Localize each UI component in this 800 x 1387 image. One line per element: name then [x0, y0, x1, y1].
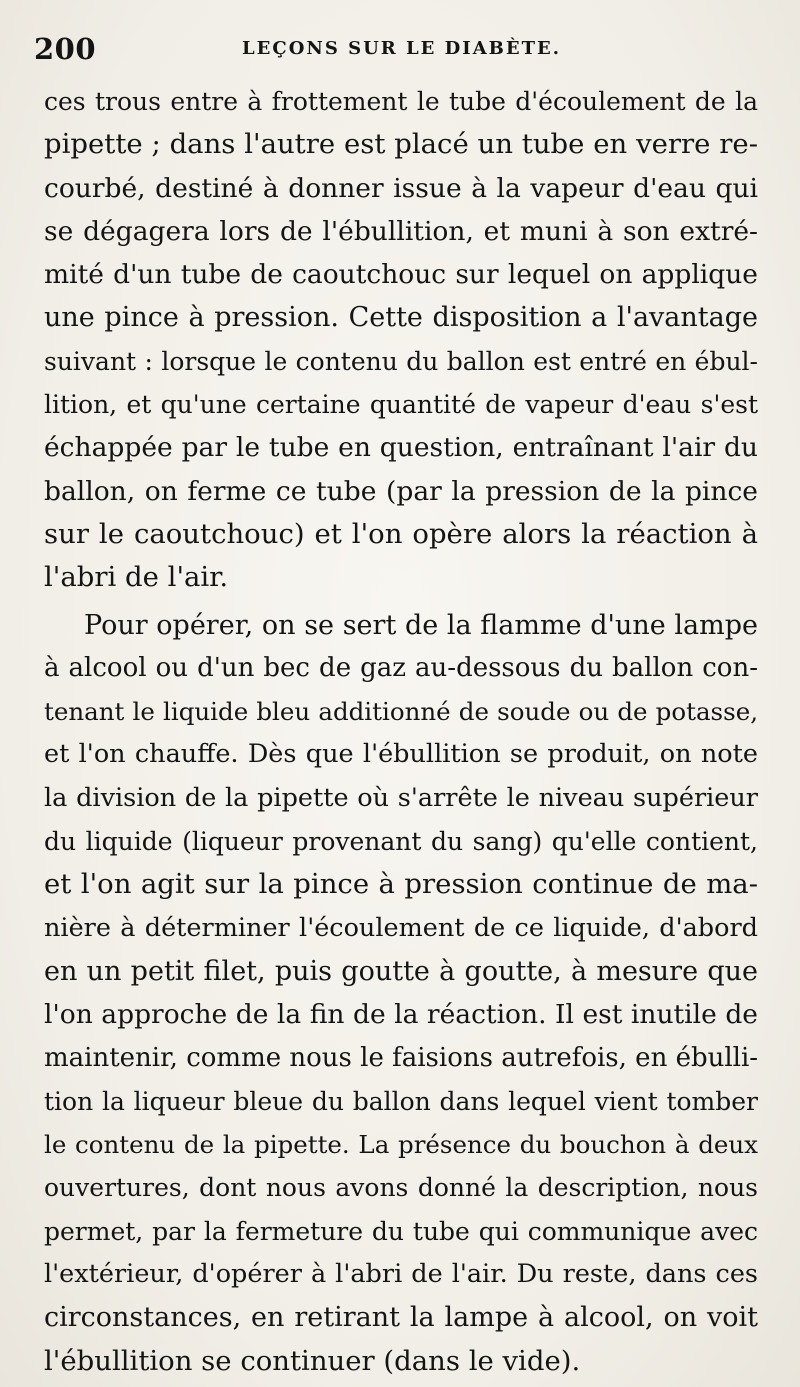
body-text — [44, 80, 758, 1383]
text-line: lition, et qu'une certaine quantité de vapeur d'eau s'est — [44, 390, 758, 420]
paragraph-1 — [44, 80, 758, 600]
text-line: ouvertures, dont nous avons donné la description, nous — [44, 1173, 758, 1203]
page-header — [34, 30, 760, 70]
text-line: tion la liqueur bleue du ballon dans lequel vient tomber — [44, 1086, 758, 1116]
text-line: courbé, destiné à donner issue à la vapeur d'eau qui — [44, 172, 758, 204]
text-line: à alcool ou d'un bec de gaz au-dessous du ballon con- — [44, 652, 758, 683]
text-line: Pour opérer, on se sert de la flamme d'une lampe — [84, 609, 758, 641]
text-line: échappée par le tube en question, entraînant l'air du — [44, 432, 758, 464]
text-line: pipette ; dans l'autre est placé un tube en verre re- — [44, 128, 758, 161]
paragraph-2 — [44, 604, 758, 1383]
text-line: l'abri de l'air. — [44, 561, 229, 594]
text-line: maintenir, comme nous le faisions autrefois, en ébulli- — [44, 1042, 759, 1073]
text-line: ballon, on ferme ce tube (par la pression de la pince — [44, 475, 758, 507]
text-line: l'on approche de la fin de la réaction. Il est inutile de — [44, 999, 758, 1031]
text-line: du liquide (liqueur provenant du sang) qu'elle contient, — [44, 827, 758, 857]
text-line: la division de la pipette où s'arrête le niveau supérieur — [44, 782, 758, 813]
text-line: permet, par la fermeture du tube qui communique avec — [44, 1216, 758, 1246]
text-line: tenant le liquide bleu additionné de soude ou de potasse, — [44, 697, 758, 727]
text-line: nière à déterminer l'écoulement de ce liquide, d'abord — [44, 912, 758, 943]
text-line: l'extérieur, d'opérer à l'abri de l'air. Du reste, dans ces — [44, 1259, 758, 1290]
text-line: en un petit filet, puis goutte à goutte, à mesure que — [44, 955, 758, 987]
text-line: ces trous entre à frottement le tube d'écoulement de la — [44, 87, 758, 116]
text-line: une pince à pression. Cette disposition a l'avantage — [44, 302, 758, 334]
text-line: et l'on chauffe. Dès que l'ébullition se produit, on note — [44, 739, 758, 770]
text-line: mité d'un tube de caoutchouc sur lequel on applique — [44, 259, 758, 291]
running-title: LEÇONS SUR LE DIABÈTE. — [242, 38, 561, 59]
text-line: le contenu de la pipette. La présence du bouchon à deux — [44, 1130, 758, 1160]
text-line: circonstances, en retirant la lampe à alcool, on voit — [44, 1302, 758, 1334]
page-number: 200 — [34, 32, 97, 66]
text-line: suivant : lorsque le contenu du ballon est entré en ébul- — [44, 346, 758, 376]
text-line: se dégagera lors de l'ébullition, et muni à son extré- — [44, 215, 758, 247]
text-line: et l'on agit sur la pince à pression continue de ma- — [44, 868, 758, 901]
text-line: l'ébullition se continuer (dans le vide). — [44, 1344, 581, 1377]
text-line: sur le caoutchouc) et l'on opère alors la réaction à — [44, 517, 758, 550]
